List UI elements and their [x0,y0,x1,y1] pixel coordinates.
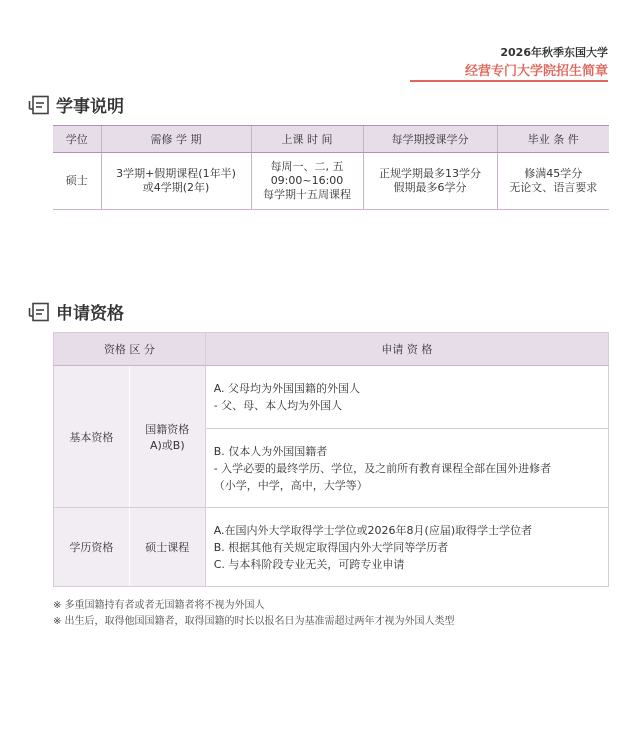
schedule-cell [251,153,363,210]
terms-line: 3学期+假期课程(1年半) [116,167,236,180]
section-title-eligibility [28,299,124,324]
nationality-line: 国籍资格 [145,422,190,436]
table-row [53,153,609,210]
column-header-degree: 学位 [53,126,101,153]
education-qualification-label: 学历资格 [54,508,130,587]
section-title-text: 申请资格 [56,304,124,324]
credits-cell [363,153,497,210]
table-row [54,508,609,587]
header-divider [410,80,608,82]
terms-cell [101,153,251,210]
school-title: 2026年秋季东国大学 [500,46,608,59]
basic-qualification-label: 基本资格 [54,366,130,508]
eligibility-table [53,332,609,587]
section-title-text: 学事说明 [56,97,124,117]
footnote: ※ 多重国籍持有者或者无国籍者将不视为外国人 [53,600,265,611]
nationality-line: A)或B) [149,438,185,452]
education-cell [205,508,608,587]
education-line: C. 与本科阶段专业无关，可跨专业申请 [213,557,405,571]
option-b-cell [205,429,608,508]
program-title: 经营专门大学院招生简章 [464,64,608,79]
option-b-line: （小学，中学，高中，大学等） [213,478,368,492]
schedule-line: 每周一、二, 五 [270,160,344,173]
document-icon [28,302,50,322]
education-line: A.在国内外大学取得学士学位或2026年8月(应届)取得学士学位者 [213,523,533,537]
option-a-line: - 父、母、本人均为外国人 [213,399,343,412]
education-line: B. 根据其他有关规定取得国内外大学同等学历者 [213,540,449,554]
nationality-qualification-label [129,366,205,508]
graduation-line: 修满45学分 [524,167,583,180]
column-header-schedule: 上课 时 间 [251,126,363,153]
table-header-row [54,333,609,366]
column-header-credits: 每学期授课学分 [363,126,497,153]
credits-line: 假期最多6学分 [393,181,467,194]
graduation-line: 无论文、语言要求 [509,181,598,194]
graduation-cell [497,153,609,210]
credits-line: 正规学期最多13学分 [379,167,481,180]
column-header-graduation: 毕业 条 件 [497,126,609,153]
masters-course-label: 硕士课程 [129,508,205,587]
schedule-line: 每学期十五周课程 [263,188,351,201]
document-icon [28,95,50,115]
footnote: ※ 出生后，取得他国国籍者，取得国籍的时长以报名日为基准需超过两年才视为外国人类型 [53,616,455,627]
option-b-line: - 入学必要的最终学历、学位，及之前所有教育课程全部在国外进修者 [213,461,552,475]
degree-cell: 硕士 [53,153,101,210]
option-a-line: A. 父母均为外国国籍的外国人 [213,382,361,395]
section-title-academic [28,92,124,117]
option-b-line: B. 仅本人为外国国籍者 [213,444,328,458]
column-header-category: 资格 区 分 [54,333,206,366]
table-header-row [53,126,609,153]
academic-table [53,125,609,210]
table-row [54,366,609,429]
column-header-requirements: 申请 资 格 [205,333,608,366]
option-a-cell [205,366,608,429]
column-header-terms: 需修 学 期 [101,126,251,153]
terms-line: 或4学期(2年) [142,181,210,194]
schedule-line: 09:00~16:00 [270,174,344,187]
